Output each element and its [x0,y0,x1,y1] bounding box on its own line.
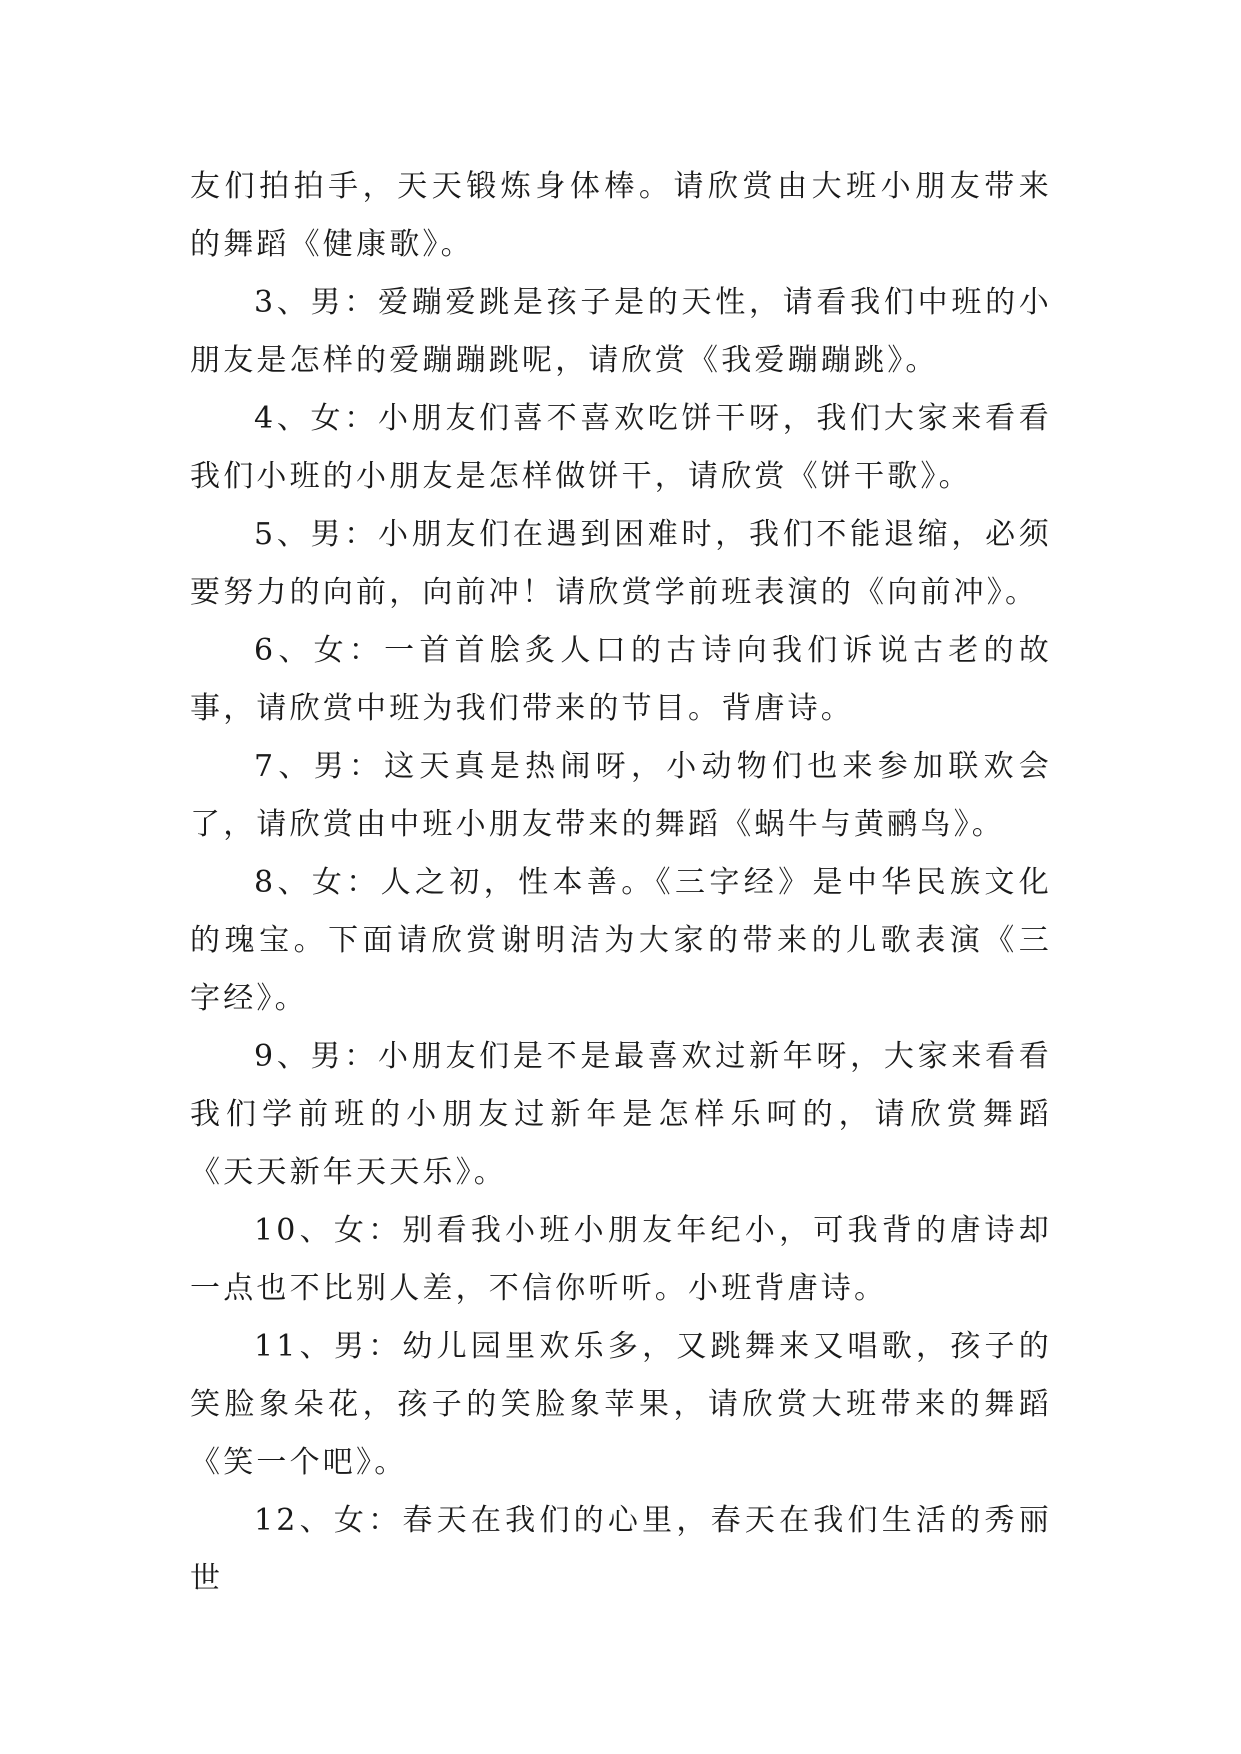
paragraph-item-8: 8、女：人之初，性本善。《三字经》是中华民族文化的瑰宝。下面请欣赏谢明洁为大家的带来的儿歌表演《三字经》。 [190,865,1052,1016]
paragraph-item-4: 4、女：小朋友们喜不喜欢吃饼干呀，我们大家来看看我们小班的小朋友是怎样做饼干，请欣赏《饼干歌》。 [190,401,1052,494]
document-body [190,158,1052,1608]
paragraph-item-9: 9、男：小朋友们是不是最喜欢过新年呀，大家来看看我们学前班的小朋友过新年是怎样乐呵的，请欣赏舞蹈《天天新年天天乐》。 [190,1039,1052,1190]
paragraph-item-11: 11、男：幼儿园里欢乐多，又跳舞来又唱歌，孩子的笑脸象朵花，孩子的笑脸象苹果，请欣赏大班带来的舞蹈《笑一个吧》。 [190,1329,1052,1480]
paragraph-continued: 友们拍拍手，天天锻炼身体棒。请欣赏由大班小朋友带来的舞蹈《健康歌》。 [190,169,1052,262]
paragraph-item-3: 3、男：爱蹦爱跳是孩子是的天性，请看我们中班的小朋友是怎样的爱蹦蹦跳呢，请欣赏《我爱蹦蹦跳》。 [190,285,1052,378]
paragraph-item-10: 10、女：别看我小班小朋友年纪小，可我背的唐诗却一点也不比别人差，不信你听听。小班背唐诗。 [190,1213,1052,1306]
paragraph-item-7: 7、男：这天真是热闹呀，小动物们也来参加联欢会了，请欣赏由中班小朋友带来的舞蹈《蜗牛与黄鹂鸟》。 [190,749,1052,842]
paragraph-item-5: 5、男：小朋友们在遇到困难时，我们不能退缩，必须要努力的向前，向前冲！请欣赏学前班表演的《向前冲》。 [190,517,1052,610]
paragraph-item-12: 12、女：春天在我们的心里，春天在我们生活的秀丽世 [190,1503,1052,1596]
paragraph-item-6: 6、女：一首首脍炙人口的古诗向我们诉说古老的故事，请欣赏中班为我们带来的节目。背唐诗。 [190,633,1052,726]
